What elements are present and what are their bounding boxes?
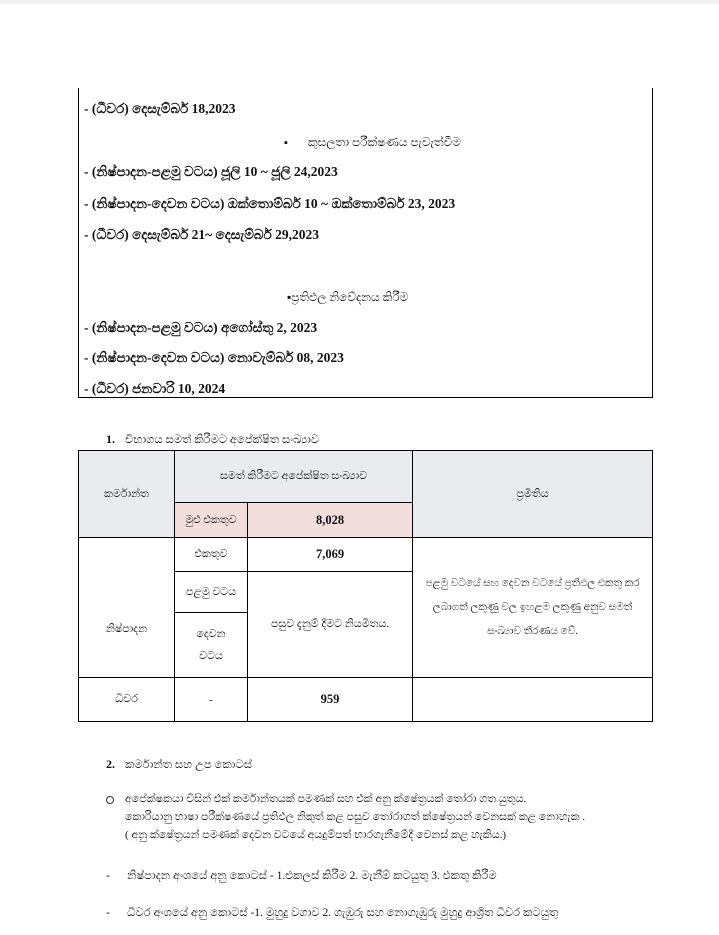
round-1-label: පළමු වටය: [175, 572, 248, 613]
section-1-title: [106, 432, 319, 447]
fisheries-subsections: ධීවර අංශයේ අනු කොටස් -1. මුහුදු වගාව 2. ගැඹුරු සහ නොගැඹුරු මුහුදු ආශ්‍රිත ධීවර කටයුතු: [127, 907, 559, 919]
criteria-text: පළමු වටයේ සහ දෙවන වටයේ ප්‍රතිඵල එකතු කර ලබාගත් ලකුණු වල ඉහළම ලකුණු අනුව සමත් සංඛ්‍යාව තීරණය වේ.: [413, 538, 653, 678]
dash-bullet-1: -: [106, 870, 110, 882]
section-2-note: [125, 790, 585, 844]
skills-test-heading-text: කුසලතා පරීක්ෂණය පැවැත්වීම: [307, 135, 461, 149]
results-line-1: - (නිෂ්පාදන-පළමු වටය) අගෝස්තු 2, 2023: [84, 320, 318, 335]
criteria-empty-cell: [413, 678, 653, 722]
section-2-title: [106, 757, 252, 772]
production-total-value: 7,069: [248, 538, 413, 572]
production-total-label: එකතුව: [175, 538, 248, 572]
results-heading: ▪ප්‍රතිඵල නිවේදනය කිරීම: [287, 290, 409, 304]
fisheries-value: 959: [248, 678, 413, 722]
section-2-number: 2.: [106, 757, 115, 771]
page-top-edge: [0, 0, 719, 4]
skills-test-heading: [284, 135, 461, 150]
rounds-value: පසුව දැනුම් දීමට නියමිතය.: [248, 572, 413, 678]
total-label: මුළු එකතුව: [175, 503, 248, 538]
total-value: 8,028: [248, 503, 413, 538]
header-expected-count: සමත් කිරීමට අපේක්ෂිත සංඛ්‍යාව: [175, 451, 413, 503]
fisheries-sub-value: -: [175, 678, 248, 722]
results-line-2: - (නිෂ්පාදන-දෙවන වටය) නොවැම්බර් 08, 2023: [84, 350, 344, 365]
note-line-2: කොරියානු භාෂා පරීක්ෂණයේ ප්‍රතිඵල නිකුත් කළ පසුව තෝරාගත් ක්ෂේත්‍රයන් වෙනසක් කළ නොහැක .: [125, 811, 586, 823]
header-criteria: ප්‍රමිතිය: [413, 451, 653, 538]
section-1-number: 1.: [106, 432, 115, 446]
header-industry: කර්මාන්ත: [79, 451, 175, 538]
fisheries-row-table: [78, 677, 653, 722]
dash-bullet-2: -: [106, 907, 110, 919]
skills-test-line-1: - (නිෂ්පාදන-පළමු වටය) ජූලි 10 ~ ජූලි 24,2023: [84, 164, 338, 179]
section-1-title-text: විභාගය සමත් කිරීමට අපේක්ෂිත සංඛ්‍යාව: [125, 434, 320, 446]
note-line-1: අපේක්ෂකයා විසින් එක් කර්මාන්තයක් පමණක් සහ එක් අනු ක්ෂේත්‍රයක් තෝරා ගත යුතුය.: [125, 793, 527, 805]
square-bullet-icon: ▪: [284, 137, 288, 149]
production-label: නිෂ්පාදන: [79, 538, 175, 722]
results-line-3: - (ධීවර) ජනවාරි 10, 2024: [84, 381, 226, 396]
fisheries-deadline-line: - (ධීවර) දෙසැම්බර් 18,2023: [84, 101, 236, 116]
round-2-label: දෙවන වටය: [175, 613, 248, 678]
note-line-3: ( අනු ක්ෂේත්‍රයන් පමණක් දෙවන වටයේ අයදුම්පත් භාරගැනීමේදී වෙනස් කළ හැකිය.): [125, 829, 507, 841]
section-2-title-text: කර්මාන්ත සහ උප කොටස්: [125, 759, 253, 771]
skills-test-line-3: - (ධීවර) දෙසැම්බර් 21~ දෙසැම්බර් 29,2023: [84, 227, 319, 242]
production-subsections: නිෂ්පාදන අංශයේ අනු කොටස් - 1.එකලස් කිරීම 2. මැනීම් කටයුතු 3. එකතු කිරීම: [127, 870, 497, 882]
fisheries-label: ධීවර: [79, 678, 175, 722]
circle-bullet-icon: [106, 796, 114, 804]
skills-test-line-2: - (නිෂ්පාදන-දෙවන වටය) ඔක්තොම්බර් 10 ~ ඔක්තොම්බර් 23, 2023: [84, 196, 456, 211]
